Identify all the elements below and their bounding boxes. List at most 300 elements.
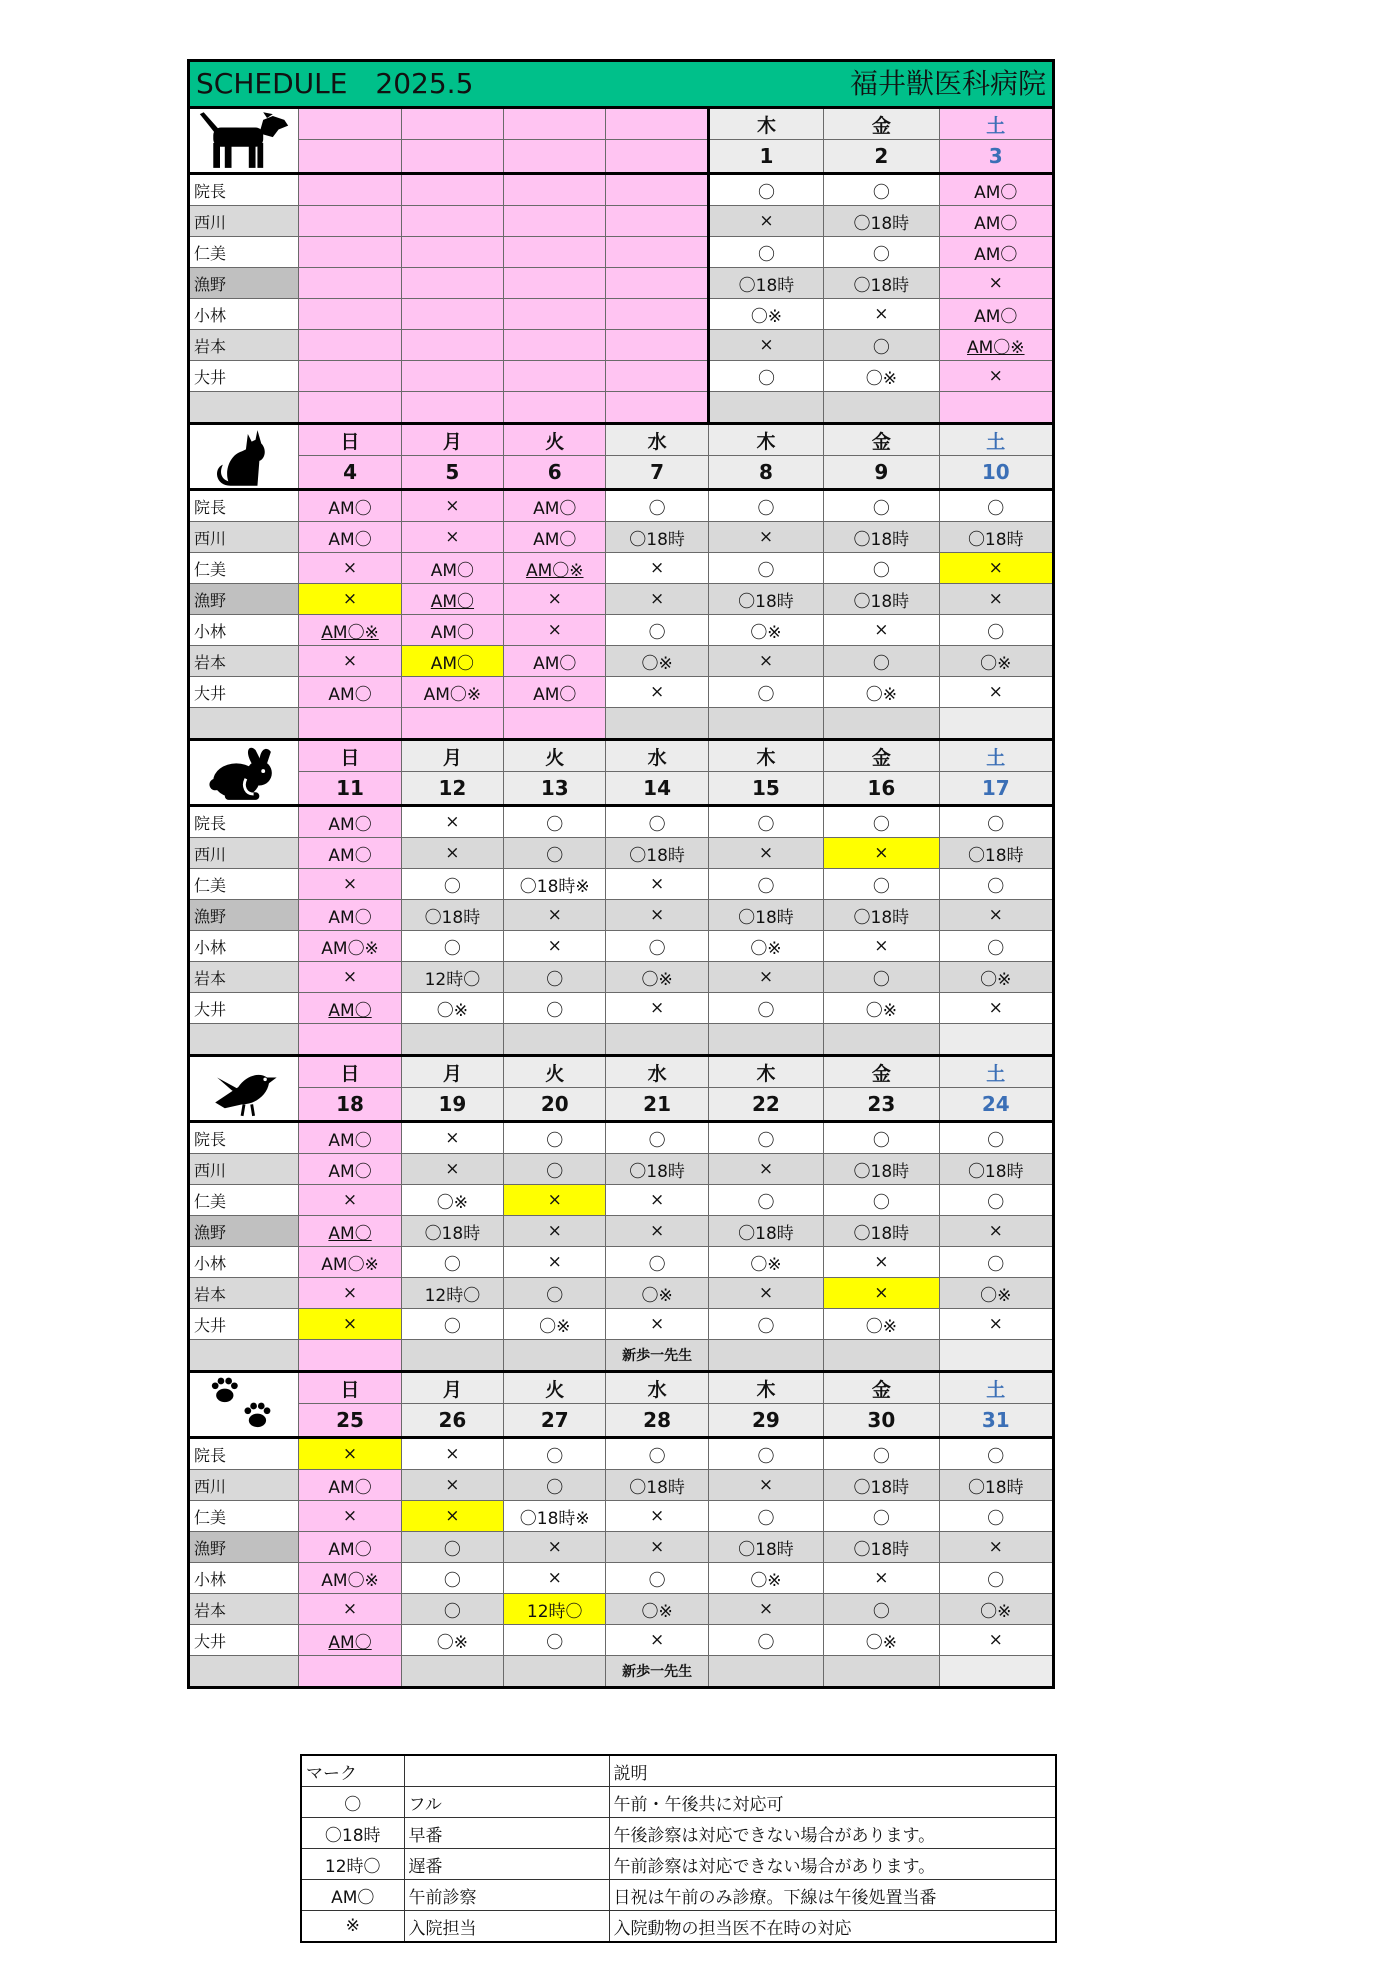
schedule-cell: 〇 [708, 1438, 823, 1470]
date-cell: 8 [708, 456, 823, 490]
schedule-cell: AM〇 [504, 677, 606, 708]
note-cell [824, 1656, 939, 1688]
note-cell [401, 1340, 503, 1372]
cat-icon [190, 426, 298, 488]
schedule-cell: 〇 [606, 1438, 708, 1470]
schedule-cell: 〇18時 [708, 900, 823, 931]
staff-name: 岩本 [189, 646, 299, 677]
note-cell: 新歩一先生 [606, 1340, 708, 1372]
staff-name: 大井 [189, 993, 299, 1024]
staff-name: 岩本 [189, 962, 299, 993]
schedule-cell [504, 268, 606, 299]
schedule-cell: AM〇 [401, 646, 503, 677]
day-header: 月 [401, 424, 503, 456]
schedule-cell: 〇 [939, 615, 1053, 646]
date-cell: 15 [708, 772, 823, 806]
schedule-cell: × [708, 646, 823, 677]
schedule-cell: × [299, 646, 401, 677]
notes-label [189, 708, 299, 740]
staff-row [189, 1154, 1054, 1185]
note-cell [708, 1656, 823, 1688]
schedule-cell: 〇 [939, 1122, 1053, 1154]
legend-description: 午後診察は対応できない場合があります。 [609, 1818, 1056, 1849]
note-cell [708, 708, 823, 740]
schedule-cell: AM〇※ [939, 330, 1053, 361]
notes-label [189, 1340, 299, 1372]
date-cell: 13 [504, 772, 606, 806]
day-header: 月 [401, 1056, 503, 1088]
staff-row [189, 838, 1054, 869]
schedule-cell: 〇 [939, 931, 1053, 962]
schedule-cell [504, 361, 606, 392]
staff-name: 小林 [189, 1563, 299, 1594]
schedule-cell: × [299, 553, 401, 584]
schedule-cell: AM〇※ [401, 677, 503, 708]
staff-row [189, 615, 1054, 646]
schedule-cell: × [606, 553, 708, 584]
schedule-cell: × [401, 522, 503, 553]
legend-mark: 12時〇 [301, 1849, 404, 1880]
schedule-cell: 〇 [824, 1185, 939, 1216]
day-header: 金 [824, 740, 939, 772]
staff-row [189, 806, 1054, 838]
staff-row [189, 1216, 1054, 1247]
date-cell: 22 [708, 1088, 823, 1122]
schedule-cell: 〇 [606, 1247, 708, 1278]
schedule-cell: 12時〇 [401, 1278, 503, 1309]
legend-name: 午前診察 [404, 1880, 609, 1911]
staff-name: 大井 [189, 1309, 299, 1340]
note-cell [299, 708, 401, 740]
dog-icon [190, 110, 298, 172]
note-cell [708, 1024, 823, 1056]
staff-row [189, 677, 1054, 708]
schedule-cell: 〇 [708, 1501, 823, 1532]
date-cell: 31 [939, 1404, 1053, 1438]
note-cell [939, 708, 1053, 740]
staff-name: 西川 [189, 522, 299, 553]
schedule-cell: AM〇 [299, 1532, 401, 1563]
staff-row [189, 268, 1054, 299]
schedule-cell: 〇 [401, 1247, 503, 1278]
date-cell [299, 140, 401, 174]
note-cell [939, 392, 1053, 424]
legend-row [301, 1849, 1056, 1880]
schedule-cell: × [299, 1594, 401, 1625]
date-cell: 17 [939, 772, 1053, 806]
schedule-cell: 〇 [708, 993, 823, 1024]
date-cell [606, 140, 708, 174]
day-header: 日 [299, 424, 401, 456]
schedule-cell: × [606, 1625, 708, 1656]
schedule-cell [299, 268, 401, 299]
schedule-cell: AM〇 [299, 1216, 401, 1247]
legend-header: 説明 [609, 1755, 1056, 1787]
week-icon-cell [189, 740, 299, 806]
schedule-cell [299, 206, 401, 237]
schedule-cell: AM〇 [504, 522, 606, 553]
schedule-cell [401, 174, 503, 206]
schedule-cell: 〇 [504, 1625, 606, 1656]
schedule-cell: × [606, 1532, 708, 1563]
staff-name: 仁美 [189, 869, 299, 900]
schedule-cell: 〇18時 [824, 900, 939, 931]
schedule-cell: × [299, 962, 401, 993]
schedule-cell: 〇18時 [606, 838, 708, 869]
schedule-cell [299, 361, 401, 392]
schedule-cell [299, 174, 401, 206]
note-cell [708, 1340, 823, 1372]
schedule-cell: 〇※ [939, 646, 1053, 677]
schedule-cell: 〇18時 [606, 522, 708, 553]
schedule-cell: × [606, 1185, 708, 1216]
schedule-cell [299, 237, 401, 268]
schedule-cell: × [708, 962, 823, 993]
schedule-cell: × [708, 1594, 823, 1625]
schedule-cell: × [401, 1438, 503, 1470]
schedule-cell: 〇 [606, 806, 708, 838]
schedule-cell: 〇 [824, 1438, 939, 1470]
schedule-cell: 〇※ [939, 1278, 1053, 1309]
schedule-cell: AM〇 [939, 237, 1053, 268]
schedule-cell: 〇※ [824, 677, 939, 708]
schedule-cell [606, 206, 708, 237]
week-day-row [189, 108, 1054, 140]
schedule-cell: × [939, 1625, 1053, 1656]
schedule-cell [401, 237, 503, 268]
week-notes-row [189, 392, 1054, 424]
staff-row [189, 1563, 1054, 1594]
week-day-row [189, 1372, 1054, 1404]
day-header: 木 [708, 740, 823, 772]
schedule-cell: 〇18時 [824, 1216, 939, 1247]
schedule-cell: 〇18時 [824, 1470, 939, 1501]
schedule-cell: × [401, 1470, 503, 1501]
staff-row [189, 900, 1054, 931]
note-cell [401, 708, 503, 740]
staff-row [189, 206, 1054, 237]
schedule-cell: × [939, 1532, 1053, 1563]
date-cell: 21 [606, 1088, 708, 1122]
staff-name: 岩本 [189, 1594, 299, 1625]
schedule-cell [401, 268, 503, 299]
schedule-cell: 〇 [606, 615, 708, 646]
day-header: 日 [299, 1372, 401, 1404]
schedule-cell: 〇 [824, 174, 939, 206]
day-header [606, 108, 708, 140]
day-header: 月 [401, 1372, 503, 1404]
day-header: 火 [504, 740, 606, 772]
week-day-row [189, 740, 1054, 772]
staff-row [189, 1625, 1054, 1656]
schedule-cell: × [606, 993, 708, 1024]
schedule-cell: 〇 [824, 962, 939, 993]
clinic-name: 福井獣医科病院 [849, 67, 1046, 100]
day-header: 木 [708, 424, 823, 456]
date-cell: 1 [708, 140, 823, 174]
schedule-cell: × [708, 1278, 823, 1309]
date-cell: 12 [401, 772, 503, 806]
note-cell [824, 1340, 939, 1372]
schedule-cell: 〇 [824, 490, 939, 522]
schedule-cell [504, 299, 606, 330]
note-cell [401, 1656, 503, 1688]
schedule-cell: 〇18時 [606, 1154, 708, 1185]
week-date-row [189, 772, 1054, 806]
staff-name: 西川 [189, 838, 299, 869]
schedule-cell: 〇※ [708, 931, 823, 962]
date-cell: 20 [504, 1088, 606, 1122]
date-cell [401, 140, 503, 174]
staff-name: 仁美 [189, 1501, 299, 1532]
date-cell: 23 [824, 1088, 939, 1122]
schedule-cell: 〇 [401, 1594, 503, 1625]
schedule-cell: 〇18時※ [504, 1501, 606, 1532]
schedule-cell: 〇 [606, 1122, 708, 1154]
schedule-cell: 〇 [708, 869, 823, 900]
schedule-cell: AM〇 [299, 490, 401, 522]
schedule-cell: × [708, 522, 823, 553]
schedule-cell: AM〇 [939, 174, 1053, 206]
schedule-cell: × [401, 1154, 503, 1185]
schedule-cell: × [708, 206, 823, 237]
date-cell: 4 [299, 456, 401, 490]
bird-icon [190, 1058, 298, 1120]
schedule-cell: AM〇 [299, 993, 401, 1024]
staff-row [189, 1185, 1054, 1216]
schedule-cell: 12時〇 [401, 962, 503, 993]
legend-description: 午前・午後共に対応可 [609, 1787, 1056, 1818]
schedule-cell: × [299, 1185, 401, 1216]
schedule-cell: × [708, 330, 823, 361]
week-icon-cell [189, 424, 299, 490]
note-cell [939, 1340, 1053, 1372]
schedule-cell: 〇 [504, 962, 606, 993]
schedule-cell: 〇※ [606, 1594, 708, 1625]
schedule-cell: 〇 [824, 806, 939, 838]
schedule-cell: × [299, 1501, 401, 1532]
staff-row [189, 1309, 1054, 1340]
schedule-cell: 〇※ [708, 299, 823, 330]
schedule-cell: 〇18時 [939, 1154, 1053, 1185]
day-header: 水 [606, 740, 708, 772]
legend-mark: 〇 [301, 1787, 404, 1818]
legend-name: 早番 [404, 1818, 609, 1849]
staff-row [189, 522, 1054, 553]
schedule-cell [606, 361, 708, 392]
week-notes-row [189, 708, 1054, 740]
staff-name: 漁野 [189, 1216, 299, 1247]
staff-name: 仁美 [189, 1185, 299, 1216]
schedule-cell: 〇 [504, 1278, 606, 1309]
page-title: SCHEDULE 2025.5 [196, 67, 474, 100]
date-cell: 24 [939, 1088, 1053, 1122]
schedule-cell [606, 268, 708, 299]
schedule-cell: 〇※ [606, 646, 708, 677]
schedule-cell: 〇 [939, 1247, 1053, 1278]
schedule-cell: 〇 [939, 1438, 1053, 1470]
date-cell: 16 [824, 772, 939, 806]
staff-name: 小林 [189, 615, 299, 646]
schedule-cell: AM〇※ [504, 553, 606, 584]
schedule-table [187, 59, 1055, 1689]
staff-name: 岩本 [189, 1278, 299, 1309]
legend-table [300, 1754, 1057, 1943]
day-header: 火 [504, 1372, 606, 1404]
schedule-cell: 〇18時 [708, 584, 823, 615]
schedule-cell: AM〇 [299, 522, 401, 553]
schedule-cell: 〇18時 [708, 1216, 823, 1247]
schedule-cell [504, 206, 606, 237]
schedule-cell [606, 174, 708, 206]
date-cell: 3 [939, 140, 1053, 174]
staff-row [189, 1122, 1054, 1154]
legend-mark: AM〇 [301, 1880, 404, 1911]
schedule-cell: × [401, 806, 503, 838]
schedule-cell: 〇 [824, 330, 939, 361]
schedule-cell: AM〇 [939, 299, 1053, 330]
schedule-cell: 〇18時 [824, 1154, 939, 1185]
note-cell [299, 1024, 401, 1056]
schedule-cell: × [504, 615, 606, 646]
legend-description: 入院動物の担当医不在時の対応 [609, 1911, 1056, 1943]
note-cell [504, 1340, 606, 1372]
schedule-cell: × [299, 869, 401, 900]
day-header [401, 108, 503, 140]
schedule-cell [299, 299, 401, 330]
note-cell [939, 1656, 1053, 1688]
schedule-cell: 〇※ [824, 993, 939, 1024]
schedule-cell: × [504, 1247, 606, 1278]
date-cell: 18 [299, 1088, 401, 1122]
note-cell [299, 1340, 401, 1372]
schedule-cell: × [824, 931, 939, 962]
schedule-cell: 〇※ [504, 1309, 606, 1340]
staff-row [189, 1532, 1054, 1563]
schedule-cell: 12時〇 [504, 1594, 606, 1625]
legend-row [301, 1818, 1056, 1849]
schedule-cell: × [299, 1309, 401, 1340]
day-header [299, 108, 401, 140]
date-cell: 14 [606, 772, 708, 806]
schedule-cell: 〇 [708, 677, 823, 708]
legend-mark: 〇18時 [301, 1818, 404, 1849]
schedule-cell: × [824, 1247, 939, 1278]
schedule-cell: 〇 [824, 646, 939, 677]
day-header: 木 [708, 108, 823, 140]
schedule-cell: AM〇 [299, 677, 401, 708]
schedule-cell: 〇※ [708, 1247, 823, 1278]
schedule-cell: 〇 [708, 361, 823, 392]
day-header: 水 [606, 424, 708, 456]
schedule-cell: × [606, 1309, 708, 1340]
staff-name: 小林 [189, 299, 299, 330]
week-notes-row [189, 1340, 1054, 1372]
schedule-cell: × [939, 900, 1053, 931]
schedule-cell: 〇※ [824, 1309, 939, 1340]
day-header: 水 [606, 1056, 708, 1088]
staff-name: 仁美 [189, 553, 299, 584]
schedule-cell: 〇 [824, 1594, 939, 1625]
schedule-cell: 〇 [401, 931, 503, 962]
rabbit-icon [190, 742, 298, 804]
week-date-row [189, 140, 1054, 174]
staff-row [189, 1247, 1054, 1278]
day-header: 月 [401, 740, 503, 772]
schedule-cell: 〇 [504, 838, 606, 869]
day-header: 土 [939, 1372, 1053, 1404]
schedule-cell: × [299, 584, 401, 615]
day-header: 金 [824, 108, 939, 140]
schedule-cell: 〇 [824, 1122, 939, 1154]
schedule-cell: 〇18時 [606, 1470, 708, 1501]
schedule-cell: × [606, 1501, 708, 1532]
staff-row [189, 330, 1054, 361]
staff-name: 漁野 [189, 268, 299, 299]
schedule-cell: 〇 [606, 1563, 708, 1594]
note-cell [504, 392, 606, 424]
schedule-cell: × [504, 1563, 606, 1594]
note-cell [824, 708, 939, 740]
note-cell [708, 392, 823, 424]
staff-name: 西川 [189, 206, 299, 237]
schedule-cell: × [708, 838, 823, 869]
schedule-cell: 〇18時 [824, 584, 939, 615]
day-header: 土 [939, 1056, 1053, 1088]
date-cell: 26 [401, 1404, 503, 1438]
day-header: 土 [939, 740, 1053, 772]
staff-row [189, 299, 1054, 330]
schedule-cell: 〇18時 [939, 838, 1053, 869]
note-cell [504, 1024, 606, 1056]
date-cell: 25 [299, 1404, 401, 1438]
schedule-cell: × [824, 615, 939, 646]
week-day-row [189, 424, 1054, 456]
schedule-cell: AM〇※ [299, 615, 401, 646]
schedule-cell: 〇 [504, 1154, 606, 1185]
date-cell: 19 [401, 1088, 503, 1122]
schedule-cell: 〇18時 [824, 1532, 939, 1563]
date-cell: 27 [504, 1404, 606, 1438]
staff-row [189, 931, 1054, 962]
week-date-row [189, 1404, 1054, 1438]
schedule-cell: 〇※ [939, 962, 1053, 993]
schedule-cell: 〇 [824, 553, 939, 584]
notes-label [189, 1656, 299, 1688]
schedule-cell: 〇 [708, 553, 823, 584]
schedule-cell: 〇※ [939, 1594, 1053, 1625]
schedule-cell: 〇 [708, 237, 823, 268]
schedule-cell: × [939, 361, 1053, 392]
header-row [189, 61, 1054, 108]
schedule-cell: × [606, 584, 708, 615]
schedule-cell: 〇※ [606, 962, 708, 993]
staff-name: 大井 [189, 1625, 299, 1656]
schedule-cell: 〇 [824, 869, 939, 900]
header-cell [189, 61, 1054, 108]
day-header: 火 [504, 1056, 606, 1088]
date-cell: 30 [824, 1404, 939, 1438]
staff-name: 漁野 [189, 584, 299, 615]
schedule-cell: × [504, 584, 606, 615]
schedule-cell [401, 330, 503, 361]
week-icon-cell [189, 108, 299, 174]
staff-row [189, 1501, 1054, 1532]
date-cell: 29 [708, 1404, 823, 1438]
schedule-cell: × [606, 869, 708, 900]
staff-name: 漁野 [189, 1532, 299, 1563]
staff-row [189, 1470, 1054, 1501]
